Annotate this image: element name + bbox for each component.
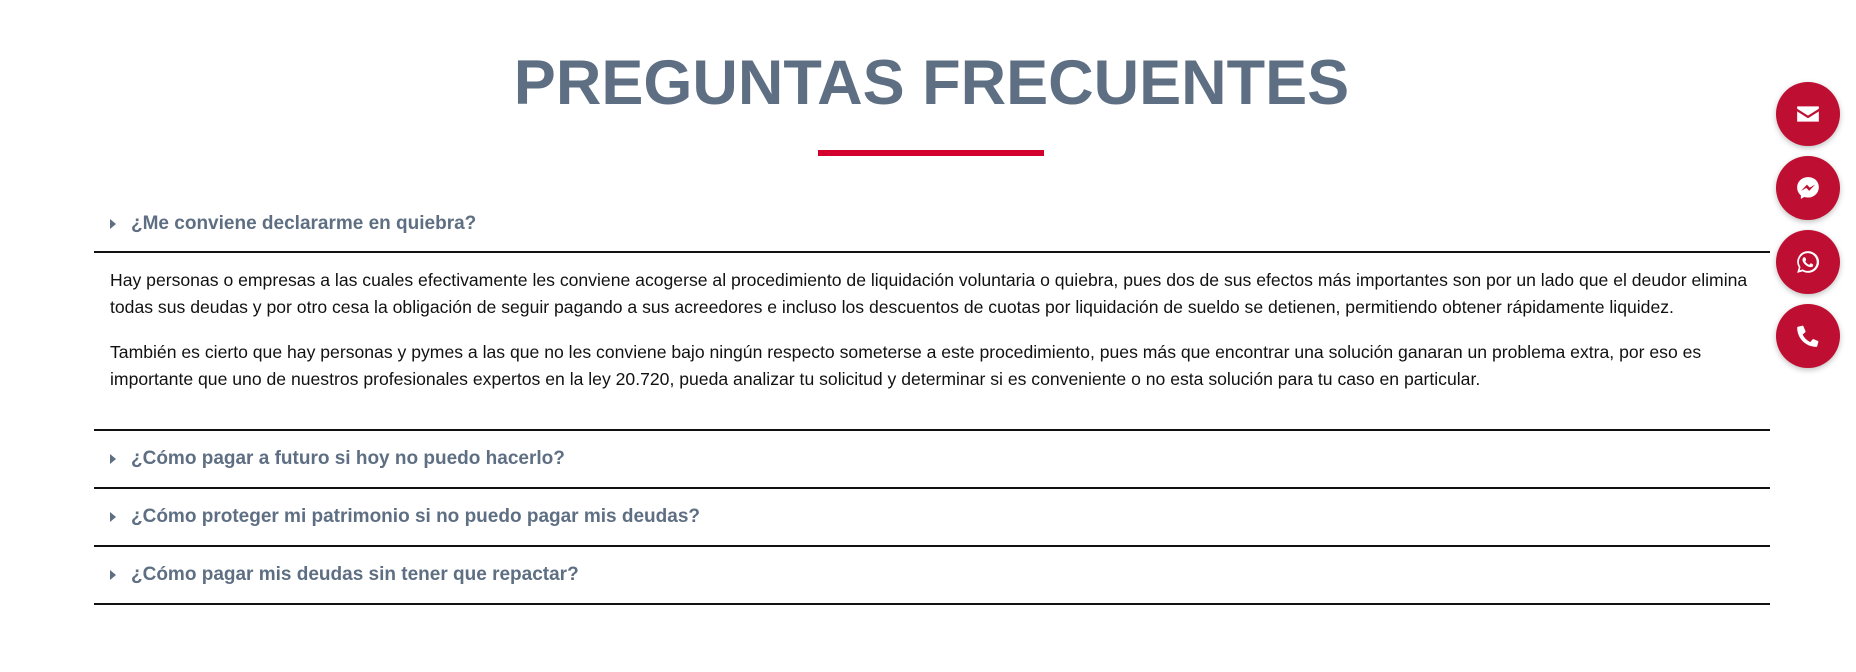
faq-answer-paragraph: También es cierto que hay personas y pymes a las que no les conviene bajo ningún respecto someterse a este procedimiento, pues más que encontrar una solución ganaran un problema extra, por eso es importante que uno de nuestros profesionales expertos en la ley 20.720, pueda analizar tu solicitud y determinar si es conveniente o no esta solución para tu caso en particular. bbox=[110, 342, 1702, 389]
faq-item bbox=[94, 196, 1770, 431]
caret-right-icon bbox=[110, 219, 116, 229]
caret-right-icon bbox=[110, 570, 116, 580]
messenger-icon bbox=[1795, 175, 1821, 201]
floating-contact-buttons bbox=[1776, 82, 1840, 378]
faq-accordion bbox=[94, 196, 1770, 605]
faq-question-text: ¿Me conviene declararme en quiebra? bbox=[131, 212, 477, 234]
whatsapp-icon bbox=[1795, 249, 1821, 275]
caret-right-icon bbox=[110, 454, 116, 464]
whatsapp-button[interactable] bbox=[1776, 230, 1840, 294]
title-underline bbox=[818, 150, 1044, 156]
email-button[interactable] bbox=[1776, 82, 1840, 146]
faq-question-text: ¿Cómo pagar mis deudas sin tener que repactar? bbox=[131, 564, 579, 585]
faq-question-toggle[interactable] bbox=[94, 489, 1770, 545]
phone-button[interactable] bbox=[1776, 304, 1840, 368]
caret-right-icon bbox=[110, 512, 116, 522]
faq-question-toggle[interactable] bbox=[94, 196, 1770, 253]
faq-question-toggle[interactable] bbox=[94, 547, 1770, 603]
faq-answer-paragraph: Hay personas o empresas a las cuales efectivamente les conviene acogerse al procedimiento de liquidación voluntaria o quiebra, pues dos de sus efectos más importantes son por un lado que el deudor elimina todas sus deudas y por otro cesa la obligación de seguir pagando a sus acreedores e incluso los descuentos de cuotas por liquidación de sueldo se detienen, permitiendo obtener rápidamente liquidez. bbox=[110, 270, 1748, 317]
faq-item bbox=[94, 489, 1770, 547]
faq-question-toggle[interactable] bbox=[94, 431, 1770, 487]
phone-icon bbox=[1795, 323, 1821, 349]
page-title: PREGUNTAS FRECUENTES bbox=[513, 48, 1350, 118]
messenger-button[interactable] bbox=[1776, 156, 1840, 220]
faq-item bbox=[94, 547, 1770, 605]
faq-question-text: ¿Cómo pagar a futuro si hoy no puedo hacerlo? bbox=[131, 448, 565, 469]
faq-item bbox=[94, 431, 1770, 489]
envelope-icon bbox=[1795, 101, 1821, 127]
faq-answer-panel bbox=[94, 253, 1770, 431]
faq-question-text: ¿Cómo proteger mi patrimonio si no puedo pagar mis deudas? bbox=[131, 506, 700, 527]
